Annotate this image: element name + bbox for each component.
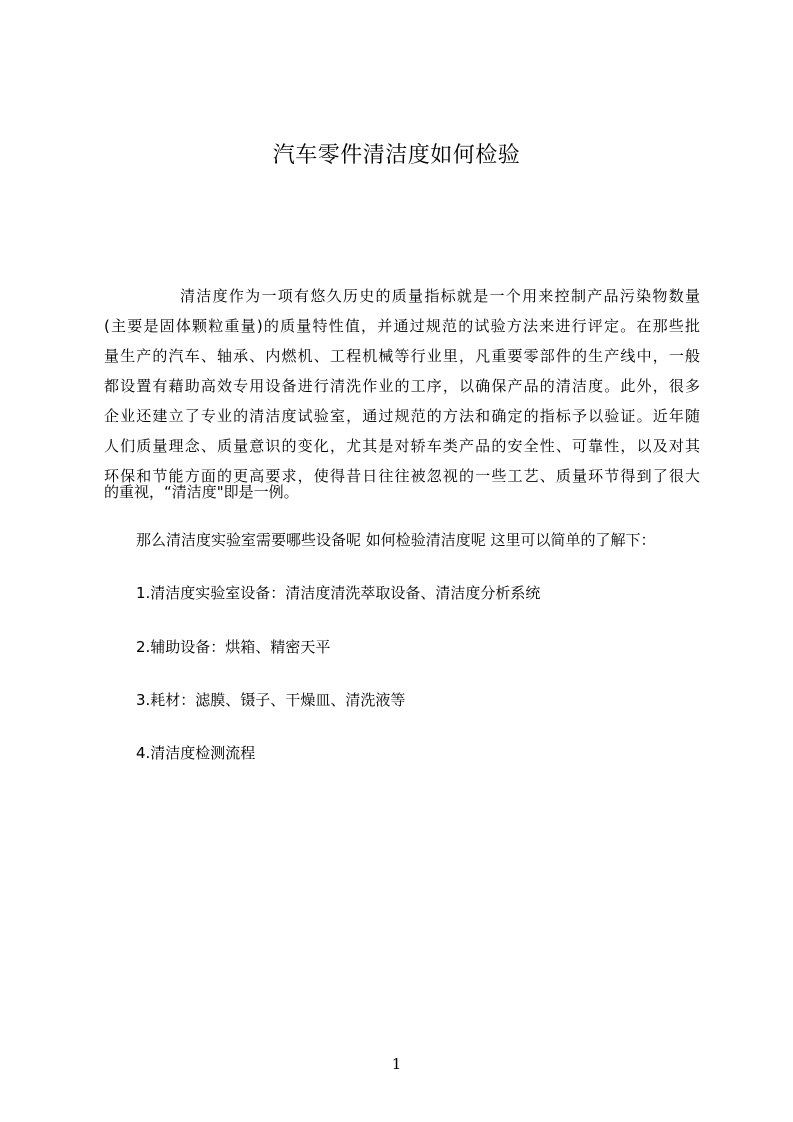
paragraph-line: 清洁度作为一项有悠久历史的质量指标就是一个用来控制产品污染物数量: [180, 287, 700, 305]
page-number: 1: [391, 1055, 402, 1073]
intro-paragraph: 那么清洁度实验室需要哪些设备呢 如何检验清洁度呢 这里可以简单的了解下：: [136, 531, 656, 549]
paragraph-line: 环保和节能方面的更高要求，使得昔日往往被忽视的一些工艺、质量环节得到了很大: [104, 467, 700, 485]
list-item: 1.清洁度实验室设备：清洁度清洗萃取设备、清洁度分析系统: [136, 584, 541, 602]
paragraph-line: 企业还建立了专业的清洁度试验室，通过规范的方法和确定的指标予以验证。近年随: [104, 407, 700, 425]
list-item: 4.清洁度检测流程: [136, 744, 256, 762]
paragraph-line: 都设置有藉助高效专用设备进行清洗作业的工序，以确保产品的清洁度。此外，很多: [104, 377, 700, 395]
paragraph-line: 量生产的汽车、轴承、内燃机、工程机械等行业里，凡重要零部件的生产线中，一般: [104, 347, 700, 365]
list-item: 2.辅助设备：烘箱、精密天平: [136, 638, 331, 656]
document-title: 汽车零件清洁度如何检验: [272, 143, 521, 168]
list-item: 3.耗材：滤膜、镊子、干燥皿、清洗液等: [136, 691, 406, 709]
paragraph-line: 的重视，“清洁度"即是一例。: [104, 483, 299, 501]
paragraph-line: 人们质量理念、质量意识的变化，尤其是对轿车类产品的安全性、可靠性，以及对其: [104, 437, 700, 455]
paragraph-line: (主要是固体颗粒重量)的质量特性值，并通过规范的试验方法来进行评定。在那些批: [104, 317, 700, 335]
